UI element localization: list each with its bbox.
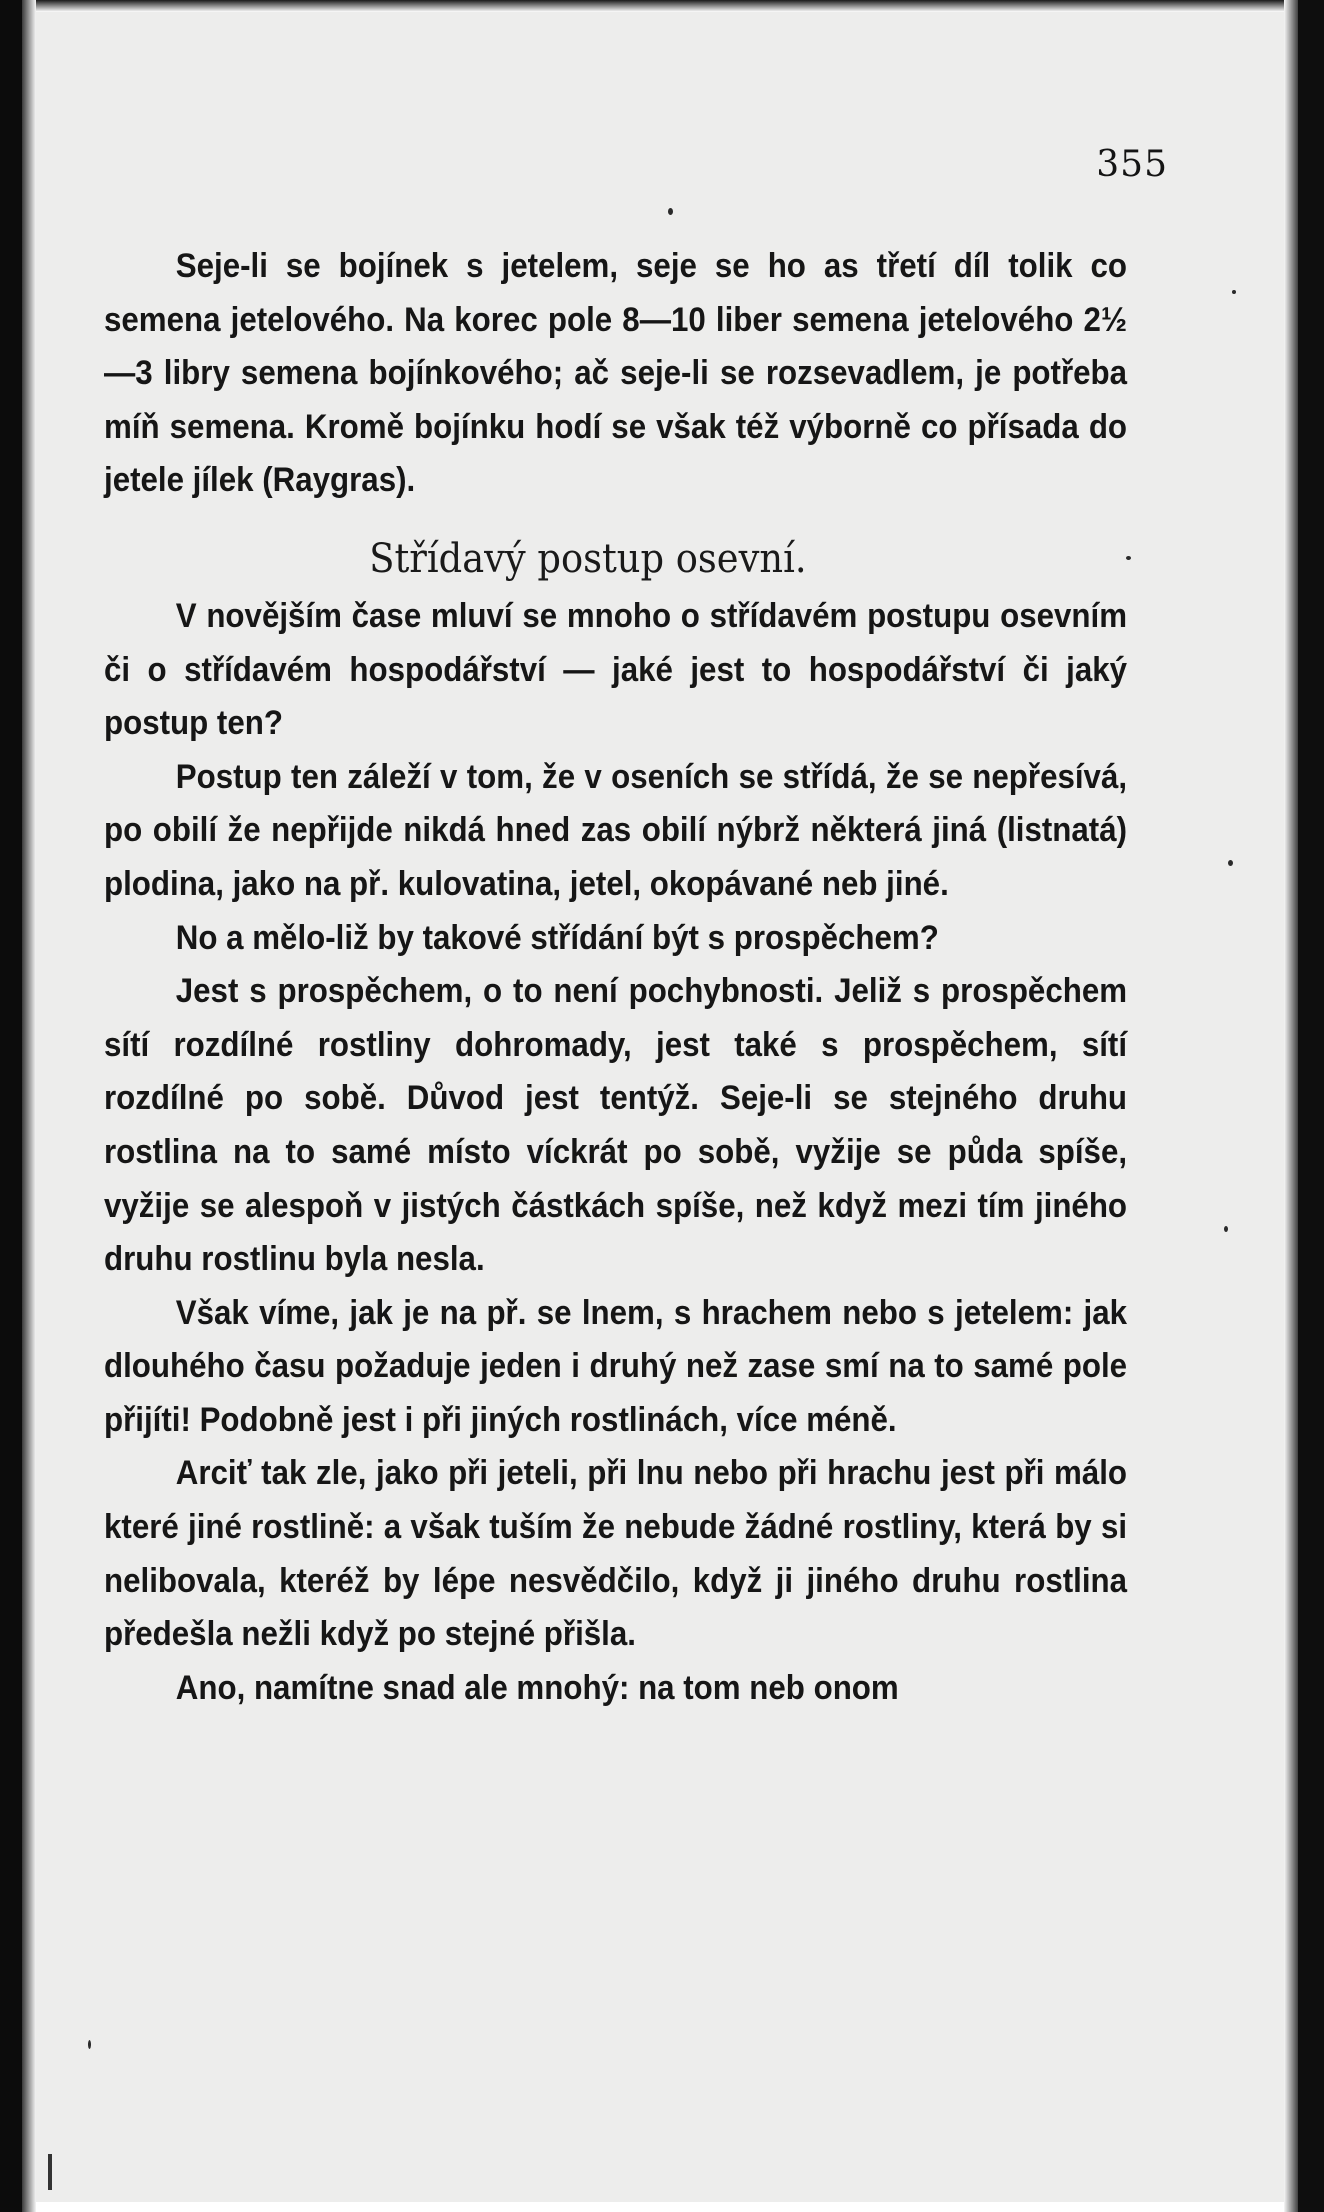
scan-left-border xyxy=(0,0,22,2212)
paragraph: Jest s prospěchem, o to není pochybnosti. Jeliž s prospěchem sítí rozdílné rostliny dohromady, jest také s prospěchem, sítí rozdílné po sobě. Důvod jest tentýž. Seje-li se stejného druhu rostlina na to samé místo víckrát po sobě, vyžije se půda spíše, vyžije se alespoň v jistých částkách spíše, než když mezi tím jiného druhu rostlinu byla nesla. xyxy=(104,972,1128,1279)
dust-speck xyxy=(1224,1226,1228,1232)
scan-right-gradient xyxy=(1284,0,1298,2212)
dust-speck xyxy=(1228,860,1233,866)
page-edge-mark xyxy=(48,2154,52,2190)
dust-speck xyxy=(1232,290,1236,294)
page-number: 355 xyxy=(1096,144,1168,185)
section-heading: Střídavý postup osevní. xyxy=(369,535,807,582)
paragraph: No a mělo-liž by takové střídání být s prospěchem? xyxy=(175,918,939,957)
scan-right-border xyxy=(1298,0,1324,2212)
paragraph: Ano, namítne snad ale mnohý: na tom neb onom xyxy=(175,1668,899,1707)
paragraph: Seje-li se bojínek s jetelem, seje se ho as třetí díl tolik co semena jetelového. Na korec pole 8—10 liber semena jetelového 2½—3 libry semena bojínkového; ač seje-li se rozsevadlem, je potřeba míň semena. Kromě bojínku hodí se však též výborně co přísada do jetele jílek (Raygras). xyxy=(104,247,1128,500)
paragraph: Však víme, jak je na př. se lnem, s hrachem nebo s jetelem: jak dlouhého času požaduje jeden i druhý než zase smí na to samé pole přijíti! Podobně jest i při jiných rostlinách, více méně. xyxy=(104,1293,1128,1439)
dust-speck xyxy=(1126,556,1131,560)
paragraph: Postup ten záleží v tom, že v oseních se střídá, že se nepřesívá, po obilí že nepřijde nikdá hned zas obilí nýbrž některá jiná (listnatá) plodina, jako na př. kulovatina, jetel, okopávané neb jiné. xyxy=(104,757,1128,903)
dust-speck xyxy=(88,2040,91,2049)
body-text xyxy=(104,240,1127,1715)
paragraph: V novějším čase mluví se mnoho o střídavém postupu osevním či o střídavém hospodářství — jaké jest to hospodářství či jaký postup ten? xyxy=(104,596,1128,743)
paper-sheet xyxy=(36,12,1284,2202)
scan-top-shadow xyxy=(0,0,1324,12)
dust-speck xyxy=(668,208,673,215)
scan-left-gradient xyxy=(22,0,36,2212)
paragraph: Arciť tak zle, jako při jeteli, při lnu nebo při hrachu jest při málo které jiné rostlině: a však tuším že nebude žádné rostliny, která by si nelibovala, kteréž by lépe nesvědčilo, když ji jiného druhu rostlina předešla nežli když po stejné přišla. xyxy=(104,1454,1128,1654)
